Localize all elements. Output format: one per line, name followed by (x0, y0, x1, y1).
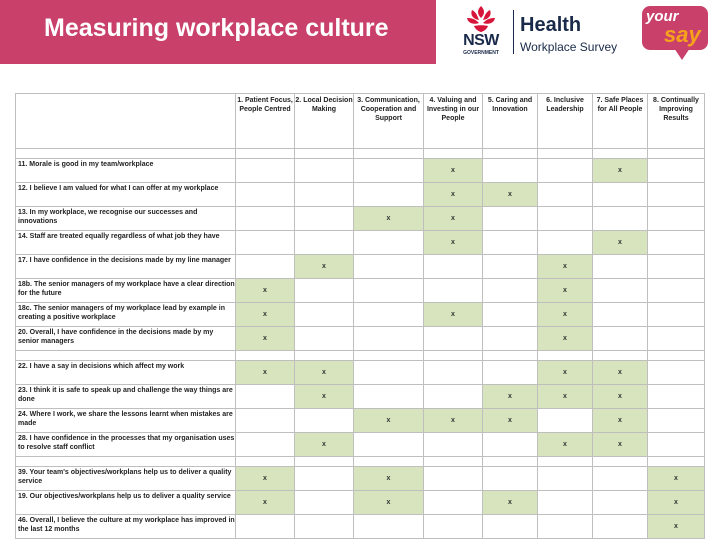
empty-cell (593, 279, 648, 303)
empty-cell (648, 303, 705, 327)
nsw-government-logo (454, 4, 506, 58)
empty-cell (483, 467, 538, 491)
separator-cell (16, 149, 236, 159)
marked-cell: x (295, 433, 354, 457)
empty-cell (593, 183, 648, 207)
page-title: Measuring workplace culture (44, 14, 389, 42)
separator-cell (424, 351, 483, 361)
empty-cell (354, 279, 424, 303)
column-header-row (16, 94, 705, 149)
empty-cell (483, 327, 538, 351)
marked-cell: x (538, 303, 593, 327)
empty-cell (648, 207, 705, 231)
empty-cell (354, 183, 424, 207)
empty-cell (424, 255, 483, 279)
empty-cell (354, 159, 424, 183)
column-header-5: 5. Caring and Innovation (483, 94, 538, 149)
culture-matrix-table (15, 93, 705, 539)
empty-cell (236, 385, 295, 409)
marked-cell: x (538, 433, 593, 457)
empty-cell (295, 467, 354, 491)
column-header-7: 7. Safe Places for All People (593, 94, 648, 149)
empty-cell (295, 491, 354, 515)
empty-cell (354, 361, 424, 385)
separator-cell (295, 149, 354, 159)
separator-cell (424, 457, 483, 467)
marked-cell: x (354, 467, 424, 491)
separator-cell (354, 149, 424, 159)
marked-cell: x (593, 159, 648, 183)
marked-cell: x (593, 385, 648, 409)
empty-cell (236, 183, 295, 207)
marked-cell: x (354, 409, 424, 433)
question-label: 18b. The senior managers of my workplace have a clear direction for the future (16, 279, 236, 303)
question-row (16, 467, 705, 491)
separator-cell (483, 457, 538, 467)
marked-cell: x (593, 409, 648, 433)
empty-cell (295, 515, 354, 539)
marked-cell: x (295, 385, 354, 409)
empty-cell (424, 385, 483, 409)
marked-cell: x (354, 491, 424, 515)
empty-cell (483, 279, 538, 303)
marked-cell: x (538, 327, 593, 351)
question-row (16, 183, 705, 207)
marked-cell: x (483, 409, 538, 433)
question-row (16, 409, 705, 433)
separator-cell (16, 351, 236, 361)
question-row (16, 491, 705, 515)
marked-cell: x (538, 279, 593, 303)
column-header-3: 3. Communication, Cooperation and Support (354, 94, 424, 149)
empty-cell (538, 409, 593, 433)
marked-cell: x (424, 207, 483, 231)
empty-cell (354, 231, 424, 255)
question-label: 17. I have confidence in the decisions made by my line manager (16, 255, 236, 279)
marked-cell: x (236, 361, 295, 385)
empty-cell (538, 467, 593, 491)
marked-cell: x (593, 231, 648, 255)
separator-cell (648, 457, 705, 467)
empty-cell (648, 409, 705, 433)
empty-cell (424, 327, 483, 351)
question-row (16, 433, 705, 457)
empty-cell (424, 433, 483, 457)
empty-cell (295, 183, 354, 207)
separator-cell (593, 457, 648, 467)
empty-cell (593, 467, 648, 491)
group-separator-row (16, 351, 705, 361)
marked-cell: x (424, 409, 483, 433)
marked-cell: x (424, 159, 483, 183)
empty-cell (648, 279, 705, 303)
empty-cell (236, 409, 295, 433)
marked-cell: x (424, 231, 483, 255)
question-label: 20. Overall, I have confidence in the decisions made by my senior managers (16, 327, 236, 351)
empty-cell (648, 385, 705, 409)
separator-cell (538, 351, 593, 361)
empty-cell (236, 433, 295, 457)
empty-cell (295, 159, 354, 183)
empty-cell (538, 207, 593, 231)
group-separator-row (16, 457, 705, 467)
separator-cell (354, 457, 424, 467)
empty-cell (236, 515, 295, 539)
separator-cell (424, 149, 483, 159)
empty-cell (593, 303, 648, 327)
marked-cell: x (424, 303, 483, 327)
question-label: 24. Where I work, we share the lessons learnt when mistakes are made (16, 409, 236, 433)
marked-cell: x (593, 361, 648, 385)
separator-cell (236, 351, 295, 361)
question-label: 12. I believe I am valued for what I can offer at my workplace (16, 183, 236, 207)
marked-cell: x (483, 491, 538, 515)
question-label: 11. Morale is good in my team/workplace (16, 159, 236, 183)
empty-cell (354, 385, 424, 409)
column-header-1: 1. Patient Focus, People Centred (236, 94, 295, 149)
empty-cell (295, 303, 354, 327)
empty-cell (295, 231, 354, 255)
empty-cell (648, 231, 705, 255)
empty-cell (483, 303, 538, 327)
empty-cell (354, 433, 424, 457)
marked-cell: x (295, 255, 354, 279)
question-row (16, 327, 705, 351)
question-row (16, 159, 705, 183)
separator-cell (295, 457, 354, 467)
empty-cell (236, 255, 295, 279)
empty-cell (593, 327, 648, 351)
separator-cell (16, 457, 236, 467)
marked-cell: x (648, 467, 705, 491)
question-label: 19. Our objectives/workplans help us to deliver a quality service (16, 491, 236, 515)
question-label: 18c. The senior managers of my workplace lead by example in creating a positive workplace (16, 303, 236, 327)
group-separator-row (16, 149, 705, 159)
empty-cell (593, 491, 648, 515)
empty-cell (295, 409, 354, 433)
empty-cell (483, 255, 538, 279)
waratah-icon (464, 4, 498, 34)
question-label: 39. Your team's objectives/workplans help us to deliver a quality service (16, 467, 236, 491)
question-label: 28. I have confidence in the processes that my organisation uses to resolve staff conflict (16, 433, 236, 457)
marked-cell: x (593, 433, 648, 457)
marked-cell: x (236, 491, 295, 515)
empty-cell (483, 207, 538, 231)
marked-cell: x (236, 467, 295, 491)
empty-cell (483, 231, 538, 255)
separator-cell (593, 351, 648, 361)
marked-cell: x (648, 491, 705, 515)
empty-cell (483, 433, 538, 457)
question-label: 46. Overall, I believe the culture at my workplace has improved in the last 12 months (16, 515, 236, 539)
question-row (16, 231, 705, 255)
empty-cell (424, 515, 483, 539)
separator-cell (593, 149, 648, 159)
empty-cell (593, 207, 648, 231)
empty-cell (593, 515, 648, 539)
marked-cell: x (538, 255, 593, 279)
empty-cell (538, 231, 593, 255)
empty-cell (538, 491, 593, 515)
empty-cell (483, 159, 538, 183)
empty-cell (538, 183, 593, 207)
empty-cell (648, 361, 705, 385)
question-label: 13. In my workplace, we recognise our successes and innovations (16, 207, 236, 231)
separator-cell (236, 457, 295, 467)
empty-cell (236, 207, 295, 231)
question-row (16, 207, 705, 231)
empty-cell (648, 433, 705, 457)
question-row (16, 303, 705, 327)
empty-cell (483, 361, 538, 385)
marked-cell: x (354, 207, 424, 231)
separator-cell (483, 351, 538, 361)
question-row (16, 279, 705, 303)
separator-cell (648, 351, 705, 361)
question-row (16, 361, 705, 385)
marked-cell: x (236, 327, 295, 351)
marked-cell: x (648, 515, 705, 539)
marked-cell: x (236, 303, 295, 327)
empty-cell (538, 159, 593, 183)
empty-cell (295, 207, 354, 231)
column-header-6: 6. Inclusive Leadership (538, 94, 593, 149)
question-label: 14. Staff are treated equally regardless of what job they have (16, 231, 236, 255)
column-header-8: 8. Continually Improving Results (648, 94, 705, 149)
workplace-survey-label: Workplace Survey (520, 40, 618, 54)
separator-cell (648, 149, 705, 159)
yoursay-your: your (646, 8, 679, 25)
logo-panel (436, 0, 720, 64)
separator-cell (295, 351, 354, 361)
empty-cell (354, 303, 424, 327)
marked-cell: x (236, 279, 295, 303)
empty-cell (354, 255, 424, 279)
separator-cell (236, 149, 295, 159)
empty-cell (648, 159, 705, 183)
marked-cell: x (538, 385, 593, 409)
empty-cell (648, 183, 705, 207)
question-label: 22. I have a say in decisions which affect my work (16, 361, 236, 385)
empty-cell (354, 515, 424, 539)
empty-cell (648, 327, 705, 351)
marked-cell: x (483, 183, 538, 207)
nsw-wordmark: NSW (463, 32, 499, 49)
corner-cell (16, 94, 236, 149)
empty-cell (424, 279, 483, 303)
column-header-4: 4. Valuing and Investing in our People (424, 94, 483, 149)
separator-cell (538, 457, 593, 467)
empty-cell (236, 159, 295, 183)
nsw-government-label: GOVERNMENT (463, 50, 499, 56)
empty-cell (424, 467, 483, 491)
marked-cell: x (538, 361, 593, 385)
empty-cell (424, 361, 483, 385)
question-row (16, 515, 705, 539)
empty-cell (295, 327, 354, 351)
separator-cell (354, 351, 424, 361)
logo-divider (513, 10, 514, 54)
separator-cell (538, 149, 593, 159)
empty-cell (483, 515, 538, 539)
empty-cell (648, 255, 705, 279)
column-header-2: 2. Local Decision Making (295, 94, 354, 149)
empty-cell (236, 231, 295, 255)
question-row (16, 385, 705, 409)
empty-cell (295, 279, 354, 303)
empty-cell (354, 327, 424, 351)
speech-bubble-tail (674, 48, 690, 60)
empty-cell (593, 255, 648, 279)
empty-cell (538, 515, 593, 539)
marked-cell: x (295, 361, 354, 385)
marked-cell: x (424, 183, 483, 207)
empty-cell (424, 491, 483, 515)
yoursay-say: say (664, 22, 701, 47)
marked-cell: x (483, 385, 538, 409)
separator-cell (483, 149, 538, 159)
health-wordmark: Health (520, 14, 582, 36)
yoursay-logo (640, 4, 712, 60)
question-label: 23. I think it is safe to speak up and challenge the way things are done (16, 385, 236, 409)
question-row (16, 255, 705, 279)
